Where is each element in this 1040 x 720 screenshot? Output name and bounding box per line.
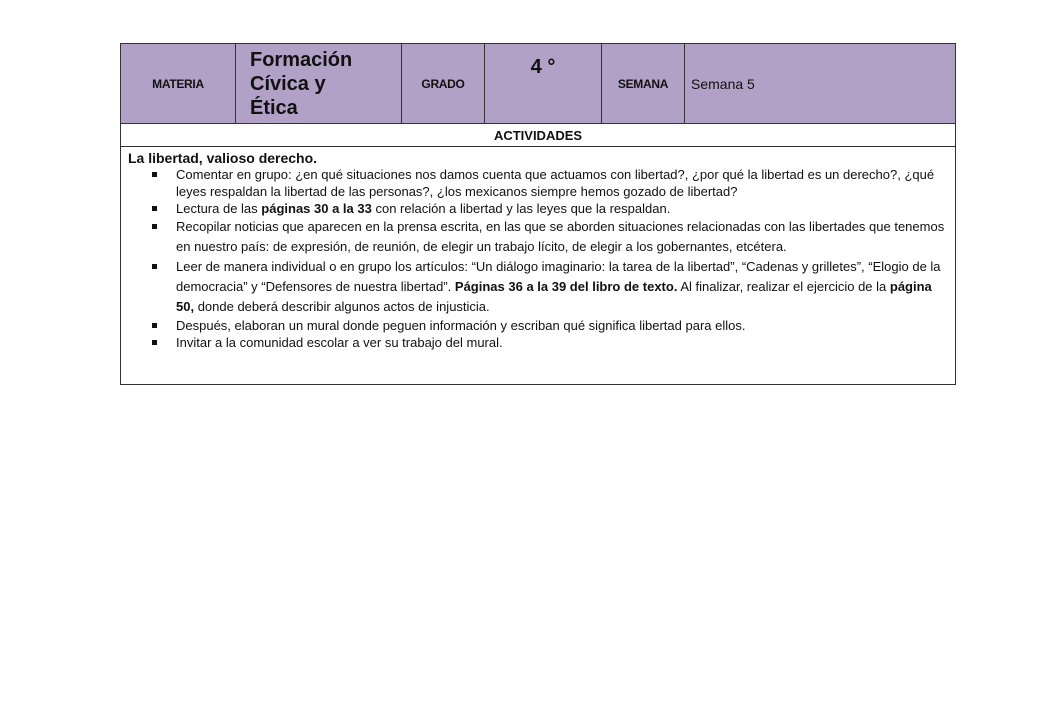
topic-title: La libertad, valioso derecho.	[128, 150, 318, 166]
header-row	[121, 44, 955, 124]
actividades-heading: ACTIVIDADES	[121, 124, 955, 147]
activity-text: Al finalizar, realizar el ejercicio de la	[677, 279, 890, 294]
semana-value: Semana 5	[691, 75, 755, 92]
activity-text: Comentar en grupo: ¿en qué situaciones nos damos cuenta que actuamos con libertad?, ¿por qué la libertad es un derecho?, ¿qué leyes respaldan la libertad de las personas?, ¿los mexicanos siempre hemos gozado de libertad?	[176, 167, 935, 199]
square-bullet-icon	[152, 206, 157, 211]
activities-cell	[121, 147, 955, 384]
semana-label: SEMANA	[602, 44, 685, 123]
activity-emphasis: página 50,	[176, 279, 932, 314]
grado-label: GRADO	[402, 44, 485, 123]
square-bullet-icon	[152, 264, 157, 269]
activity-item	[128, 257, 951, 317]
activity-list	[128, 166, 951, 351]
materia-label: MATERIA	[121, 44, 236, 123]
activity-text: donde deberá describir algunos actos de injusticia.	[194, 299, 490, 314]
activity-text: Después, elaboran un mural donde peguen información y escriban qué significa libertad para ellos.	[176, 318, 746, 333]
activity-text: Lectura de las	[176, 201, 262, 216]
activity-text: Recopilar noticias que aparecen en la prensa escrita, en las que se aborden situaciones relacionadas con las libertades que tenemos en nuestro país: de expresión, de reunión, de elegir un trabajo lícito, de elegir a los gobernantes, etcétera.	[176, 219, 945, 254]
activity-emphasis: páginas 30 a la 33	[261, 201, 372, 216]
square-bullet-icon	[152, 172, 157, 177]
materia-value	[236, 44, 402, 123]
lesson-plan-table	[120, 43, 956, 385]
activity-item	[128, 334, 951, 351]
activity-item	[128, 166, 951, 200]
activity-text: Leer de manera individual o en grupo los artículos: “Un diálogo imaginario: la tarea de la libertad”, “Cadenas y grilletes”, “Elogio de la democracia” y “Defensores de nuestra libertad”.	[176, 259, 941, 294]
activity-item	[128, 317, 951, 334]
activity-text: Invitar a la comunidad escolar a ver su trabajo del mural.	[176, 335, 503, 350]
grado-value: 4 °	[485, 44, 602, 123]
square-bullet-icon	[152, 323, 157, 328]
activity-emphasis: Páginas 36 a la 39 del libro de texto.	[454, 279, 678, 294]
activity-item	[128, 200, 951, 217]
activity-text: con relación a libertad y las leyes que la respaldan.	[371, 201, 671, 216]
subject-name: Formación Cívica y Ética	[250, 48, 353, 119]
square-bullet-icon	[152, 340, 157, 345]
square-bullet-icon	[152, 224, 157, 229]
activity-item	[128, 217, 951, 257]
